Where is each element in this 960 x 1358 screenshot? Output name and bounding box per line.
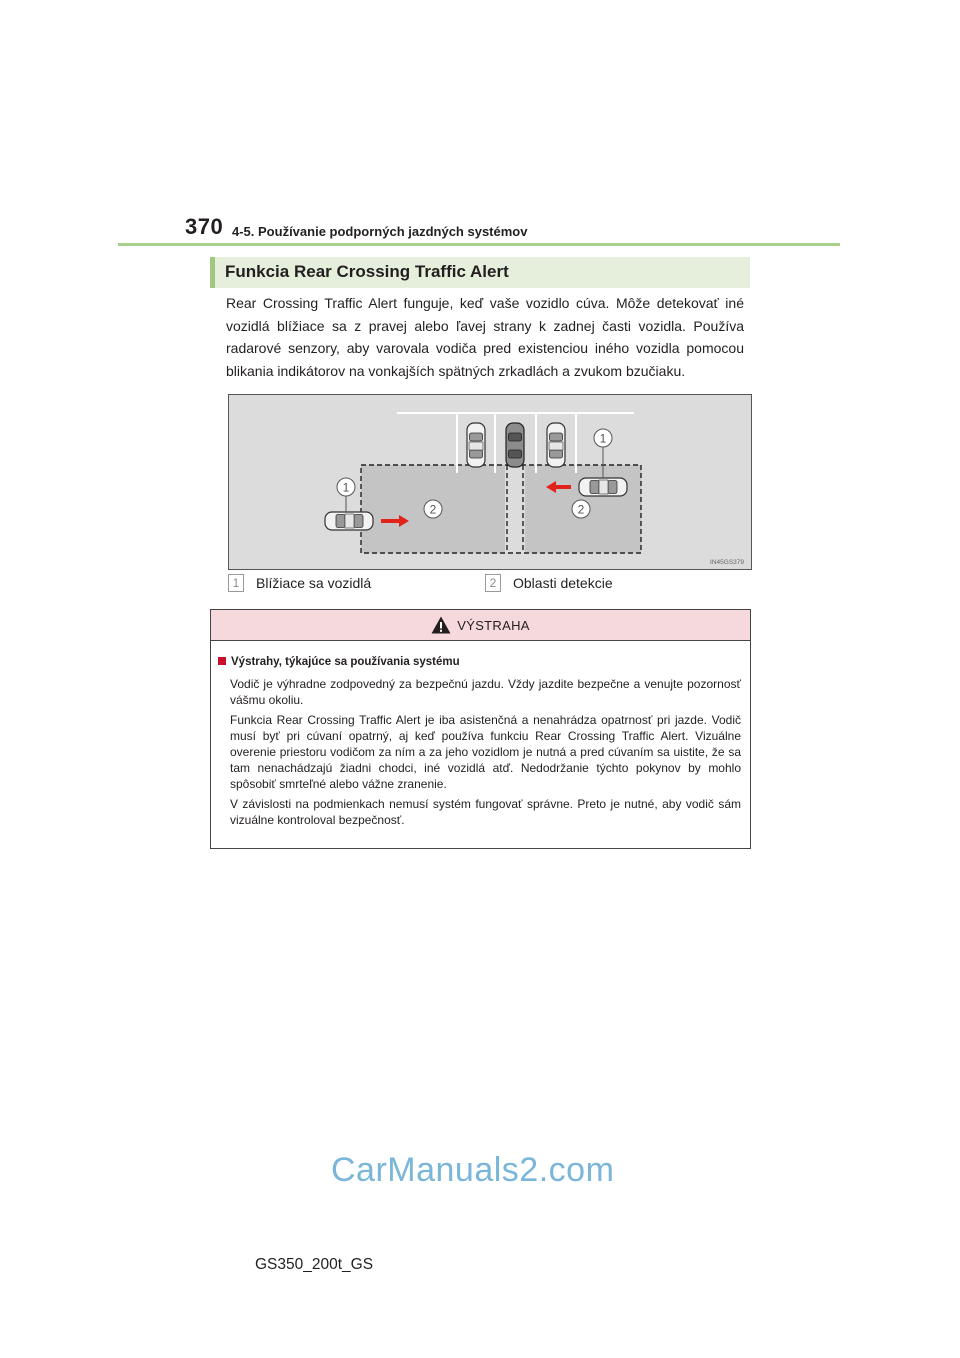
warning-paragraph: V závislosti na podmienkach nemusí systém fungovať správne. Preto je nutné, aby vodič sám vizuálne kontroloval bezpečnosť. xyxy=(230,797,741,827)
warning-icon xyxy=(431,616,451,634)
footer-model-code: GS350_200t_GS xyxy=(255,1256,374,1273)
legend-item xyxy=(485,574,613,592)
legend-item xyxy=(228,574,371,592)
warning-box xyxy=(210,609,751,849)
warning-subheading-text: Výstrahy, týkajúce sa používania systému xyxy=(231,656,460,668)
figure-legend xyxy=(228,574,750,594)
intro-paragraph: Rear Crossing Traffic Alert funguje, keď vaše vozidlo cúva. Môže detekovať iné vozidlá blížiace sa z pravej alebo ľavej strany k zadnej časti vozidla. Používa radarové senzory, aby varovala vodiča pred existenciou iného vozidla pomocou blikania indikátorov na vonkajších spätných zrkadlách a zvukom bzučiaku. xyxy=(226,295,744,379)
section-title: Funkcia Rear Crossing Traffic Alert xyxy=(225,262,509,281)
warning-subheading xyxy=(218,656,460,668)
legend-text: Oblasti detekcie xyxy=(513,575,613,591)
warning-paragraph: Vodič je výhradne zodpovedný za bezpečnú jazdu. Vždy jazdite bezpečne a venujte pozornosť vášmu okoliu. xyxy=(230,677,741,707)
parked-car xyxy=(547,423,565,467)
section-marker xyxy=(210,257,215,288)
section-heading-bar xyxy=(210,257,750,288)
warning-paragraph: Funkcia Rear Crossing Traffic Alert je iba asistenčná a nenahrádza opatrnosť pri jazde. Vodič musí byť pri cúvaní opatrný, aj keď používa funkciu Rear Crossing Traffic Alert. Vizuálne overenie priestoru vodičom za ním a za jeho vozidlom je nutná a pred cúvaním sa uistite, že sa tam nenachádzajú žiadni chodci, iné vozidlá atď. Nedodržanie týchto pokynov by mohlo spôsobiť smrteľné alebo vážne zranenie. xyxy=(230,713,741,791)
callout-label: 1 xyxy=(342,480,350,495)
legend-number: 1 xyxy=(228,574,244,592)
parked-car xyxy=(467,423,485,467)
approaching-car-left xyxy=(325,512,373,530)
warning-header xyxy=(211,610,750,641)
watermark: CarManuals2.com xyxy=(331,1151,615,1189)
warning-title: VÝSTRAHA xyxy=(457,617,530,633)
rcta-diagram xyxy=(228,394,752,570)
legend-number: 2 xyxy=(485,574,501,592)
callout-label: 2 xyxy=(577,502,585,517)
header-rule xyxy=(118,243,840,246)
figure-code: IN45GS379 xyxy=(710,559,744,566)
page-number: 370 xyxy=(185,214,224,239)
own-car xyxy=(506,423,524,467)
callout-label: 1 xyxy=(599,431,607,446)
legend-text: Blížiace sa vozidlá xyxy=(256,575,372,591)
approaching-car-right xyxy=(579,478,627,496)
chapter-title: 4-5. Používanie podporných jazdných systémov xyxy=(232,224,528,239)
callout-label: 2 xyxy=(429,502,437,517)
bullet-square-icon xyxy=(218,657,226,665)
